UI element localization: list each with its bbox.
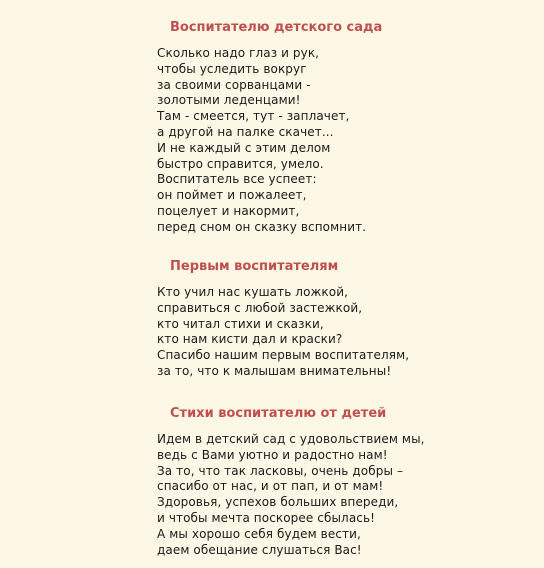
- poem-line: Здоровья, успехов больших впереди,: [157, 495, 399, 510]
- poem-line: за своими сорванцами -: [157, 77, 311, 92]
- poem-line: он поймет и пожалеет,: [157, 188, 307, 203]
- poem-line: даем обещание слушаться Вас!: [157, 542, 362, 557]
- poem-section: [157, 406, 537, 558]
- poem-line: за то, что к малышам внимательны!: [157, 363, 392, 378]
- poem-line: Воспитатель все успеет:: [157, 172, 317, 187]
- poem-text: [157, 285, 537, 380]
- poem-line: Сколько надо глаз и рук,: [157, 46, 320, 60]
- poem-line: чтобы уследить вокруг: [157, 61, 307, 76]
- poem-section: [157, 20, 537, 236]
- poem-line: и чтобы мечта поскорее сбылась!: [157, 510, 376, 525]
- poem-title: Первым воспитателям: [170, 259, 339, 274]
- poem-line: И не каждый с этим делом: [157, 140, 331, 155]
- poem-line: поцелует и накормит,: [157, 203, 300, 218]
- poem-line: а другой на палке скачет...: [157, 124, 334, 139]
- poem-line: кто читал стихи и сказки,: [157, 316, 324, 331]
- poem-title: Воспитателю детского сада: [170, 20, 383, 35]
- poem-title: Стихи воспитателю от детей: [170, 406, 387, 421]
- poem-text: [157, 46, 537, 236]
- poem-line: Кто учил нас кушать ложкой,: [157, 285, 349, 299]
- poem-line: Там - смеется, тут - заплачет,: [157, 109, 350, 124]
- poem-line: спасибо от нас, и от пап, и от мам!: [157, 479, 384, 494]
- poem-line: справиться с любой застежкой,: [157, 300, 363, 315]
- poem-line: Спасибо нашим первым воспитателям,: [157, 348, 410, 363]
- poem-line: золотыми леденцами!: [157, 93, 301, 108]
- poem-line: За то, что так ласковы, очень добры –: [157, 463, 404, 478]
- poem-line: быстро справится, умело.: [157, 156, 324, 171]
- poem-line: перед сном он сказку вспомнит.: [157, 219, 367, 234]
- poem-text: [157, 432, 537, 558]
- poem-section: [157, 259, 537, 380]
- poem-line: Идем в детский сад с удовольствием мы,: [157, 432, 425, 446]
- poem-line: А мы хорошо себя будем вести,: [157, 526, 361, 541]
- poem-line: кто нам кисти дал и краски?: [157, 332, 343, 347]
- poem-line: ведь с Вами уютно и радостно нам!: [157, 447, 388, 462]
